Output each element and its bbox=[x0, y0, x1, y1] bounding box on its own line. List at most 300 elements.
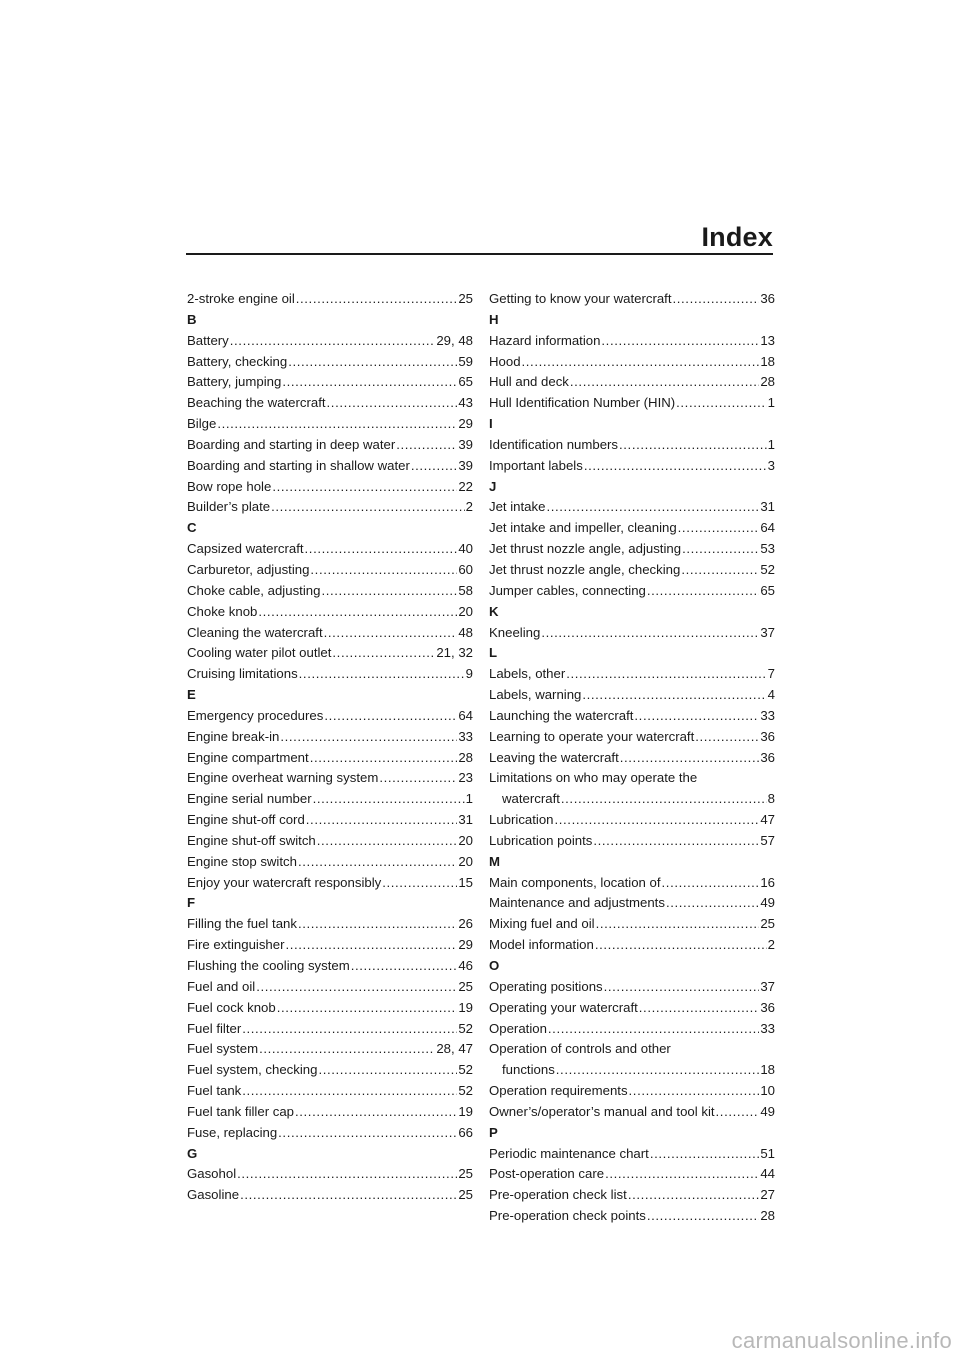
dot-leader bbox=[318, 1060, 457, 1081]
index-entry-page: 21, 32 bbox=[436, 645, 473, 661]
dot-leader bbox=[396, 435, 457, 456]
index-entry-label: Cleaning the watercraft bbox=[187, 624, 323, 640]
index-entry-page: 23 bbox=[458, 770, 473, 786]
dot-leader bbox=[242, 1019, 457, 1040]
index-entry bbox=[489, 935, 775, 956]
index-entry-label: Builder’s plate bbox=[187, 499, 271, 515]
dot-leader bbox=[639, 998, 760, 1019]
dot-leader bbox=[676, 393, 767, 414]
dot-leader bbox=[242, 1081, 457, 1102]
dot-leader bbox=[681, 560, 759, 581]
index-entry-page: 19 bbox=[458, 1103, 473, 1119]
dot-leader bbox=[629, 1081, 760, 1102]
dot-leader bbox=[716, 1102, 760, 1123]
dot-leader bbox=[282, 372, 457, 393]
index-entry-label: Jet thrust nozzle angle, adjusting bbox=[489, 541, 682, 557]
dot-leader bbox=[666, 893, 759, 914]
dot-leader bbox=[305, 539, 458, 560]
index-entry bbox=[489, 831, 775, 852]
index-entry-label: Filling the fuel tank bbox=[187, 916, 297, 932]
index-entry-label: Gasohol bbox=[187, 1166, 237, 1182]
index-entry bbox=[187, 560, 473, 581]
index-entry bbox=[187, 1102, 473, 1123]
index-entry bbox=[489, 789, 775, 810]
dot-leader bbox=[324, 706, 457, 727]
dot-leader bbox=[298, 914, 457, 935]
index-entry-page: 36 bbox=[760, 291, 775, 306]
index-entry bbox=[187, 831, 473, 852]
index-entry-label: Cooling water pilot outlet bbox=[187, 645, 332, 661]
index-letter-heading: F bbox=[187, 895, 196, 911]
index-entry-label: Cruising limitations bbox=[187, 666, 298, 682]
index-entry-label: Bow rope hole bbox=[187, 478, 272, 494]
index-entry bbox=[187, 602, 473, 623]
index-entry-page: 33 bbox=[458, 728, 473, 744]
index-entry-label: Gasoline bbox=[187, 1187, 240, 1203]
index-entry bbox=[489, 435, 775, 456]
index-entry bbox=[187, 1164, 473, 1185]
dot-leader bbox=[299, 664, 465, 685]
index-entry-label: Mixing fuel and oil bbox=[489, 916, 595, 932]
dot-leader bbox=[619, 435, 767, 456]
index-entry-label: 2-stroke engine oil bbox=[187, 291, 295, 306]
index-entry-page: 65 bbox=[760, 582, 775, 598]
index-entry-page: 64 bbox=[458, 707, 473, 723]
index-entry-page: 52 bbox=[760, 561, 775, 577]
index-entry-label: Engine compartment bbox=[187, 749, 309, 765]
dot-leader bbox=[541, 623, 759, 644]
dot-leader bbox=[678, 518, 760, 539]
index-entry bbox=[489, 664, 775, 685]
index-entry-label: Post-operation care bbox=[489, 1166, 605, 1182]
index-entry-label: Fuse, replacing bbox=[187, 1124, 278, 1140]
index-entry bbox=[187, 414, 473, 435]
dot-leader bbox=[230, 331, 436, 352]
index-entry-page: 28 bbox=[760, 1208, 775, 1224]
index-entry-label: Kneeling bbox=[489, 624, 541, 640]
index-entry-page: 29 bbox=[458, 937, 473, 953]
index-entry-page: 43 bbox=[458, 395, 473, 411]
index-entry bbox=[489, 456, 775, 477]
index-entry bbox=[187, 998, 473, 1019]
dot-leader bbox=[317, 831, 458, 852]
index-entry-label: Carburetor, adjusting bbox=[187, 561, 310, 577]
index-entry-page: 18 bbox=[760, 1062, 775, 1078]
index-entry bbox=[187, 456, 473, 477]
index-entry bbox=[489, 727, 775, 748]
index-column-right bbox=[489, 289, 775, 1227]
index-entry-label: Periodic maintenance chart bbox=[489, 1145, 649, 1161]
index-entry bbox=[187, 706, 473, 727]
index-entry bbox=[489, 352, 775, 373]
index-entry bbox=[187, 539, 473, 560]
index-letter-heading: M bbox=[489, 853, 500, 869]
index-entry bbox=[187, 727, 473, 748]
index-entry-label: Battery bbox=[187, 332, 229, 348]
index-entry-page: 26 bbox=[458, 916, 473, 932]
index-entry-label: Engine serial number bbox=[187, 791, 312, 807]
dot-leader bbox=[237, 1164, 457, 1185]
dot-leader bbox=[695, 727, 759, 748]
dot-leader bbox=[321, 581, 457, 602]
index-entry-label: Fire extinguisher bbox=[187, 937, 285, 953]
dot-leader bbox=[306, 810, 458, 831]
index-entry-page: 49 bbox=[760, 1103, 775, 1119]
index-entry bbox=[489, 977, 775, 998]
index-entry bbox=[489, 497, 775, 518]
index-letter-heading: G bbox=[187, 1145, 198, 1161]
page-title: Index bbox=[701, 222, 773, 252]
index-entry-label: Jet intake bbox=[489, 499, 546, 515]
index-entry-page: 29 bbox=[458, 416, 473, 432]
dot-leader bbox=[584, 456, 767, 477]
dot-leader bbox=[596, 914, 760, 935]
dot-leader bbox=[278, 1123, 457, 1144]
index-entry-label: Fuel cock knob bbox=[187, 999, 276, 1015]
dot-leader bbox=[556, 1060, 760, 1081]
index-entry-page: 37 bbox=[760, 624, 775, 640]
dot-leader bbox=[285, 935, 457, 956]
index-entry bbox=[489, 810, 775, 831]
index-entry-label: Engine shut-off switch bbox=[187, 832, 316, 848]
dot-leader bbox=[258, 602, 457, 623]
index-entry-page: 37 bbox=[760, 978, 775, 994]
index-entry bbox=[489, 1185, 775, 1206]
index-entry bbox=[489, 893, 775, 914]
index-entry-label: Choke cable, adjusting bbox=[187, 582, 321, 598]
index-entry bbox=[187, 935, 473, 956]
dot-leader bbox=[332, 643, 435, 664]
dot-leader bbox=[595, 935, 767, 956]
index-entry bbox=[187, 768, 473, 789]
index-entry-label: Jet intake and impeller, cleaning bbox=[489, 520, 677, 536]
index-entry-label: Fuel filter bbox=[187, 1020, 242, 1036]
dot-leader bbox=[288, 352, 457, 373]
index-letter-heading: L bbox=[489, 645, 498, 661]
index-entry-page: 8 bbox=[767, 791, 775, 807]
index-entry-label: Fuel and oil bbox=[187, 978, 256, 994]
dot-leader bbox=[272, 477, 457, 498]
index-entry bbox=[187, 477, 473, 498]
index-entry-label: Fuel system bbox=[187, 1041, 259, 1057]
dot-leader bbox=[650, 1144, 760, 1165]
index-entry bbox=[489, 873, 775, 894]
index-entry bbox=[489, 393, 775, 414]
dot-leader bbox=[647, 1206, 759, 1227]
index-entry-page: 58 bbox=[458, 582, 473, 598]
dot-leader bbox=[382, 873, 457, 894]
index-entry bbox=[187, 1185, 473, 1206]
dot-leader bbox=[280, 727, 457, 748]
dot-leader bbox=[546, 497, 759, 518]
index-entry-page: 44 bbox=[760, 1166, 775, 1182]
index-entry-page: 7 bbox=[767, 666, 775, 682]
index-entry-page: 1 bbox=[767, 436, 775, 452]
index-entry bbox=[187, 393, 473, 414]
index-entry-label: Operation bbox=[489, 1020, 547, 1036]
index-entry bbox=[187, 914, 473, 935]
index-entry bbox=[489, 1164, 775, 1185]
index-entry bbox=[187, 1081, 473, 1102]
index-entry-label: Engine shut-off cord bbox=[187, 812, 305, 828]
index-entry-page: 49 bbox=[760, 895, 775, 911]
index-entry-page: 2 bbox=[465, 499, 473, 515]
index-entry-page: 36 bbox=[760, 999, 775, 1015]
index-entry-label: functions bbox=[502, 1062, 555, 1078]
index-entry-label: Maintenance and adjustments bbox=[489, 895, 665, 911]
index-entry-label: Learning to operate your watercraft bbox=[489, 728, 695, 744]
index-entry bbox=[187, 623, 473, 644]
index-entry-label: Labels, other bbox=[489, 666, 566, 682]
index-entry-page: 18 bbox=[760, 353, 775, 369]
title-divider bbox=[186, 253, 773, 255]
dot-leader bbox=[593, 831, 759, 852]
index-entry-page: 33 bbox=[760, 707, 775, 723]
index-entry-page: 25 bbox=[458, 1166, 473, 1182]
index-entry-page: 19 bbox=[458, 999, 473, 1015]
index-entry bbox=[187, 331, 473, 352]
dot-leader bbox=[582, 685, 766, 706]
index-entry-page: 20 bbox=[458, 832, 473, 848]
index-entry-label: Hull Identification Number (HIN) bbox=[489, 395, 676, 411]
index-entry-page: 13 bbox=[760, 332, 775, 348]
index-entry bbox=[489, 706, 775, 727]
dot-leader bbox=[662, 873, 760, 894]
index-entry bbox=[187, 1060, 473, 1081]
index-entry bbox=[187, 977, 473, 998]
index-entry-label: Hazard information bbox=[489, 332, 601, 348]
index-entry-text: Operation of controls and other bbox=[489, 1041, 671, 1057]
index-entry-page: 57 bbox=[760, 832, 775, 848]
dot-leader bbox=[379, 768, 457, 789]
index-entry-page: 28 bbox=[760, 374, 775, 390]
index-entry bbox=[489, 685, 775, 706]
dot-leader bbox=[682, 539, 759, 560]
dot-leader bbox=[561, 789, 767, 810]
index-entry bbox=[187, 643, 473, 664]
dot-leader bbox=[522, 352, 760, 373]
index-entry bbox=[489, 372, 775, 393]
index-entry bbox=[187, 1123, 473, 1144]
dot-leader bbox=[327, 393, 458, 414]
dot-leader bbox=[310, 560, 457, 581]
index-entry-page: 4 bbox=[767, 687, 775, 703]
index-entry bbox=[489, 623, 775, 644]
dot-leader bbox=[256, 977, 457, 998]
dot-leader bbox=[259, 1039, 435, 1060]
index-entry bbox=[187, 852, 473, 873]
index-entry bbox=[187, 289, 473, 310]
index-entry bbox=[187, 435, 473, 456]
index-entry-label: Jumper cables, connecting bbox=[489, 582, 646, 598]
index-entry-label: Lubrication points bbox=[489, 832, 593, 848]
index-entry bbox=[489, 1144, 775, 1165]
index-entry-page: 66 bbox=[458, 1124, 473, 1140]
dot-leader bbox=[620, 748, 760, 769]
index-entry-page: 25 bbox=[458, 1187, 473, 1203]
index-entry-page: 20 bbox=[458, 853, 473, 869]
index-entry-page: 46 bbox=[458, 958, 473, 973]
index-entry bbox=[489, 1081, 775, 1102]
index-entry bbox=[187, 1039, 473, 1060]
dot-leader bbox=[673, 289, 760, 310]
index-entry bbox=[187, 748, 473, 769]
dot-leader bbox=[295, 1102, 457, 1123]
index-entry-page: 28 bbox=[458, 749, 473, 765]
index-entry-label: Hood bbox=[489, 353, 521, 369]
index-letter-heading: O bbox=[489, 958, 500, 973]
index-entry-label: Beaching the watercraft bbox=[187, 395, 326, 411]
dot-leader bbox=[271, 497, 465, 518]
index-entry bbox=[489, 748, 775, 769]
index-entry-label: Hull and deck bbox=[489, 374, 569, 390]
index-entry-page: 65 bbox=[458, 374, 473, 390]
index-entry-label: Launching the watercraft bbox=[489, 707, 634, 723]
watermark: carmanualsonline.info bbox=[731, 1328, 952, 1353]
index-entry bbox=[187, 810, 473, 831]
index-entry-page: 40 bbox=[458, 541, 473, 557]
index-entry bbox=[187, 372, 473, 393]
index-letter-heading: K bbox=[489, 603, 499, 619]
dot-leader bbox=[570, 372, 759, 393]
index-entry-label: Engine overheat warning system bbox=[187, 770, 379, 786]
index-entry-page: 25 bbox=[458, 978, 473, 994]
index-entry-label: Pre-operation check points bbox=[489, 1208, 646, 1224]
index-entry-label: Main components, location of bbox=[489, 874, 661, 890]
index-letter-heading: B bbox=[187, 311, 197, 327]
index-entry bbox=[187, 789, 473, 810]
index-entry-page: 39 bbox=[458, 436, 473, 452]
index-entry-label: Fuel system, checking bbox=[187, 1062, 318, 1078]
index-entry bbox=[489, 539, 775, 560]
index-entry bbox=[187, 581, 473, 602]
index-entry-page: 22 bbox=[458, 478, 473, 494]
index-entry-label: Engine break-in bbox=[187, 728, 280, 744]
dot-leader bbox=[296, 289, 458, 310]
index-entry-label: Getting to know your watercraft bbox=[489, 291, 672, 306]
index-entry-label: Operation requirements bbox=[489, 1083, 628, 1099]
index-entry-page: 51 bbox=[760, 1145, 775, 1161]
index-entry-label: Leaving the watercraft bbox=[489, 749, 619, 765]
index-entry-label: Operating your watercraft bbox=[489, 999, 638, 1015]
index-entry bbox=[489, 1102, 775, 1123]
index-entry-page: 48 bbox=[458, 624, 473, 640]
index-entry-label: Battery, checking bbox=[187, 353, 288, 369]
index-entry-page: 31 bbox=[458, 812, 473, 828]
index-entry-page: 9 bbox=[465, 666, 473, 682]
index-entry-page: 3 bbox=[767, 457, 775, 473]
index-letter-heading: C bbox=[187, 520, 197, 536]
index-entry-page: 1 bbox=[767, 395, 775, 411]
index-entry-page: 53 bbox=[760, 541, 775, 557]
index-entry-label: Fuel tank filler cap bbox=[187, 1103, 295, 1119]
index-entry-label: Battery, jumping bbox=[187, 374, 282, 390]
index-entry-page: 59 bbox=[458, 353, 473, 369]
index-entry-label: Enjoy your watercraft responsibly bbox=[187, 874, 382, 890]
index-entry-page: 15 bbox=[458, 874, 473, 890]
index-entry bbox=[187, 497, 473, 518]
index-entry bbox=[187, 1019, 473, 1040]
index-entry-page: 27 bbox=[760, 1187, 775, 1203]
index-entry-page: 64 bbox=[760, 520, 775, 536]
index-entry bbox=[489, 581, 775, 602]
index-entry-page: 60 bbox=[458, 561, 473, 577]
index-entry-label: Boarding and starting in shallow water bbox=[187, 457, 410, 473]
dot-leader bbox=[647, 581, 759, 602]
index-entry-label: Bilge bbox=[187, 416, 217, 432]
index-entry bbox=[187, 956, 473, 977]
index-entry bbox=[187, 664, 473, 685]
index-entry-label: Operating positions bbox=[489, 978, 603, 994]
index-entry-label: Lubrication bbox=[489, 812, 554, 828]
index-entry bbox=[489, 914, 775, 935]
index-entry-label: Identification numbers bbox=[489, 436, 619, 452]
index-entry-page: 16 bbox=[760, 874, 775, 890]
index-entry bbox=[489, 518, 775, 539]
index-entry-page: 29, 48 bbox=[436, 332, 473, 348]
index-entry-page: 39 bbox=[458, 457, 473, 473]
dot-leader bbox=[555, 810, 760, 831]
dot-leader bbox=[604, 977, 760, 998]
index-entry bbox=[187, 873, 473, 894]
index-entry-page: 25 bbox=[760, 916, 775, 932]
index-letter-heading: J bbox=[489, 478, 497, 494]
dot-leader bbox=[605, 1164, 759, 1185]
index-entry-page: 52 bbox=[458, 1062, 473, 1078]
index-entry-label: Labels, warning bbox=[489, 687, 582, 703]
dot-leader bbox=[217, 414, 457, 435]
index-entry-label: Model information bbox=[489, 937, 594, 953]
index-letter-heading: H bbox=[489, 311, 499, 327]
dot-leader bbox=[298, 852, 457, 873]
dot-leader bbox=[324, 623, 458, 644]
index-entry-label: Choke knob bbox=[187, 603, 258, 619]
dot-leader bbox=[634, 706, 759, 727]
index-entry-page: 36 bbox=[760, 728, 775, 744]
index-entry-page: 36 bbox=[760, 749, 775, 765]
index-entry-label: Boarding and starting in deep water bbox=[187, 436, 396, 452]
index-entry-page: 25 bbox=[458, 291, 473, 306]
dot-leader bbox=[277, 998, 458, 1019]
index-entry bbox=[489, 1206, 775, 1227]
dot-leader bbox=[601, 331, 759, 352]
index-entry-label: watercraft bbox=[502, 791, 560, 807]
index-entry-label: Important labels bbox=[489, 457, 583, 473]
dot-leader bbox=[628, 1185, 760, 1206]
index-entry-page: 52 bbox=[458, 1083, 473, 1099]
dot-leader bbox=[240, 1185, 457, 1206]
dot-leader bbox=[566, 664, 766, 685]
index-entry-label: Capsized watercraft bbox=[187, 541, 304, 557]
dot-leader bbox=[310, 748, 458, 769]
index-entry-page: 1 bbox=[465, 791, 473, 807]
index-entry-page: 20 bbox=[458, 603, 473, 619]
index-entry-page: 10 bbox=[760, 1083, 775, 1099]
index-entry-page: 28, 47 bbox=[436, 1041, 473, 1057]
index-entry-page: 31 bbox=[760, 499, 775, 515]
index-entry-label: Jet thrust nozzle angle, checking bbox=[489, 561, 681, 577]
index-entry bbox=[489, 1019, 775, 1040]
dot-leader bbox=[313, 789, 465, 810]
dot-leader bbox=[351, 956, 458, 977]
index-entry-page: 2 bbox=[767, 937, 775, 953]
index-letter-heading: I bbox=[489, 416, 493, 432]
index-entry bbox=[489, 998, 775, 1019]
index-entry-label: Flushing the cooling system bbox=[187, 958, 350, 973]
index-entry bbox=[489, 1060, 775, 1081]
index-entry bbox=[187, 352, 473, 373]
index-entry-page: 52 bbox=[458, 1020, 473, 1036]
